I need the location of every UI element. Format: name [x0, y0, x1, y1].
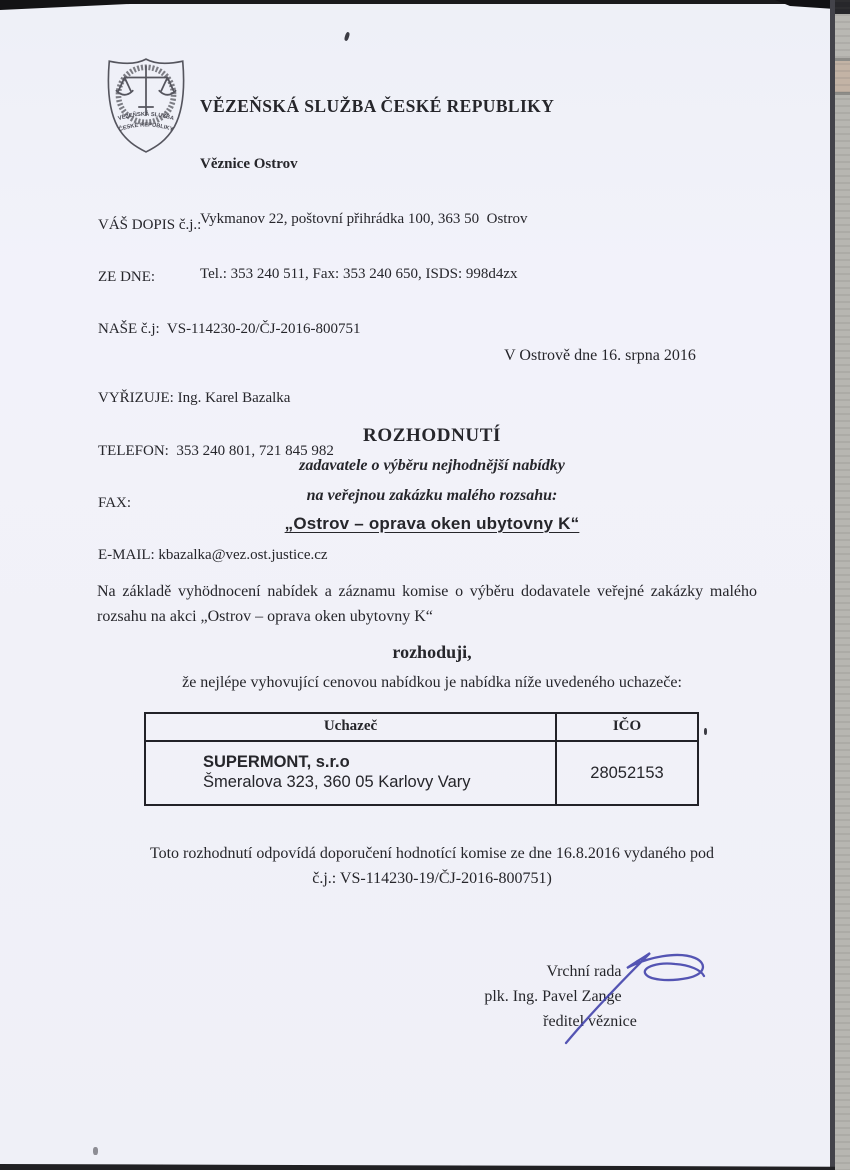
column-header-bidder: Uchazeč — [146, 714, 557, 740]
svg-text:ČESKÉ REPUBLIKY: ČESKÉ REPUBLIKY — [118, 122, 174, 134]
contract-title: „Ostrov – oprava oken ubytovny K“ — [284, 514, 580, 533]
bidder-cell — [146, 742, 557, 804]
signer-title: ředitel věznice — [543, 1013, 637, 1030]
prison-service-emblem — [95, 53, 197, 157]
handwritten-signature — [540, 928, 720, 1058]
document-subtitle-1: zadavatele o výběru nejhodnější nabídky — [299, 457, 565, 474]
bidder-name: SUPERMONT, s.r.o — [203, 753, 350, 771]
your-ref-label: VÁŠ DOPIS č.j.: — [98, 216, 202, 233]
closing-line-2: č.j.: VS-114230-19/ČJ-2016-800751) — [312, 870, 552, 887]
organization-name: VĚZEŇSKÁ SLUŽBA ČESKÉ REPUBLIKY — [200, 96, 555, 116]
scan-edge-top-left — [0, 0, 140, 10]
bidder-table — [144, 712, 699, 806]
closing-line-1: Toto rozhodnutí odpovídá doporučení hodnotící komise ze dne 16.8.2016 vydaného pod — [149, 845, 715, 862]
verdict-word: rozhoduji, — [392, 642, 472, 662]
scan-artifact — [93, 1147, 98, 1155]
fax-label: FAX: — [98, 494, 132, 511]
reference-block — [98, 182, 361, 599]
signer-name: plk. Ing. Pavel Zange — [484, 988, 622, 1005]
table-row — [146, 742, 697, 804]
document-title: ROZHODNUTÍ — [363, 425, 501, 446]
document-subtitle-2: na veřejnou zakázku malého rozsahu: — [306, 487, 558, 504]
ico-cell: 28052153 — [590, 763, 664, 782]
emblem-scales-and-sword — [116, 66, 175, 115]
prison-unit-name: Věznice Ostrov — [200, 156, 298, 172]
bidder-address: Šmeralova 323, 360 05 Karlovy Vary — [203, 773, 471, 791]
table-header-row — [146, 714, 697, 742]
handled-by-line: VYŘIZUJE: Ing. Karel Bazalka — [98, 390, 291, 407]
column-header-ico: IČO — [612, 718, 642, 734]
verdict-detail: že nejlépe vyhovující cenovou nabídkou je nabídka níže uvedeného uchazeče: — [182, 674, 682, 691]
from-date-label: ZE DNE: — [98, 269, 156, 286]
scan-artifact — [344, 32, 351, 42]
phone-line: TELEFON: 353 240 801, 721 845 982 — [98, 442, 334, 459]
signer-rank: Vrchní rada — [546, 963, 622, 980]
scan-background-strip — [835, 0, 850, 1170]
body-paragraph: Na základě vyhödnocení nabídek a záznamu komise o výběru dodavatele veřejné zakázky malého rozsahu na akci „Ostrov – oprava oken ubytovny K“ — [97, 583, 757, 625]
our-ref-line: NAŠE č.j: VS-114230-20/ČJ-2016-800751 — [98, 321, 361, 338]
email-line: E-MAIL: kbazalka@vez.ost.justice.cz — [98, 547, 328, 564]
scan-edge-bottom — [0, 1164, 835, 1170]
svg-text:VĚZEŇSKÁ SLUŽBA: VĚZEŇSKÁ SLUŽBA — [117, 111, 175, 123]
place-and-date-line: V Ostrově dne 16. srpna 2016 — [504, 347, 696, 364]
address-line: Vykmanov 22, poštovní přihrádka 100, 363 50 Ostrov — [200, 211, 528, 227]
contacts-line: Tel.: 353 240 511, Fax: 353 240 650, ISDS: 998d4zx — [200, 266, 518, 282]
scan-artifact — [704, 728, 707, 735]
closing-statement — [12, 841, 850, 891]
